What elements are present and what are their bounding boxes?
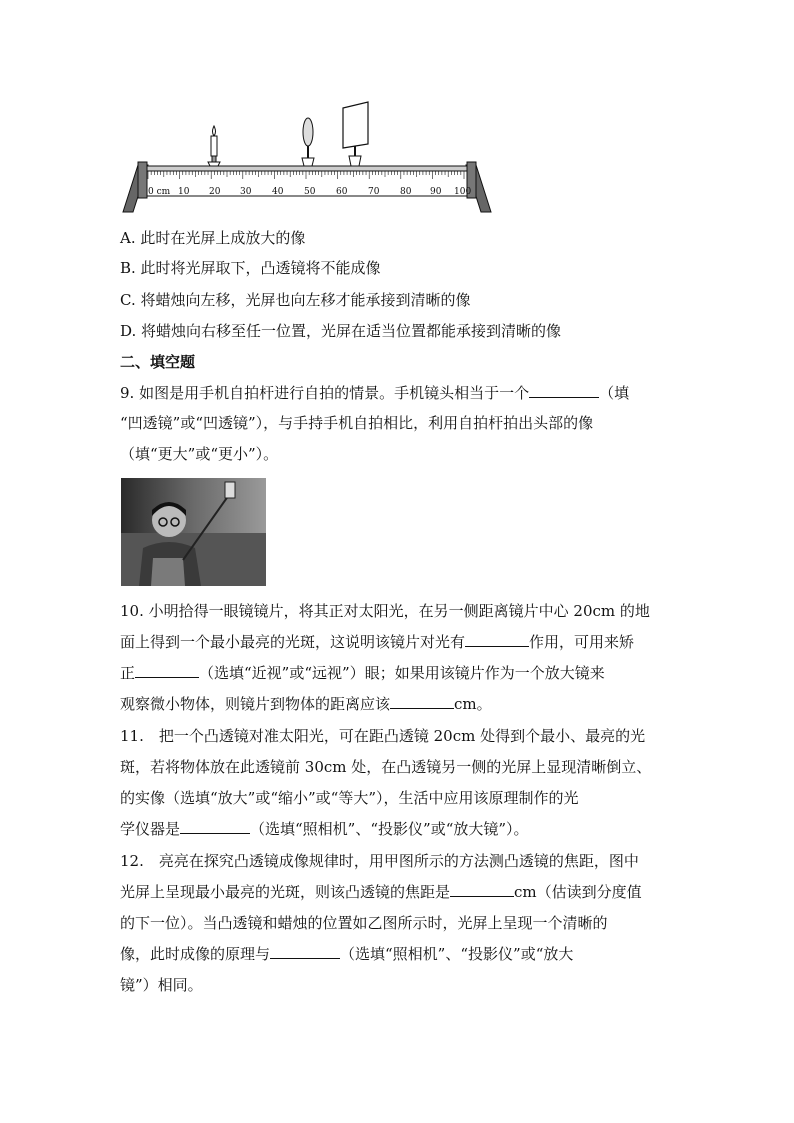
bench-left-post — [138, 162, 147, 198]
q12-line-3: 的下一位）。当凸透镜和蜡烛的位置如乙图所示时，光屏上呈现一个清晰的 — [120, 914, 608, 932]
convex-lens — [302, 118, 314, 166]
q10-text-2a: 面上得到一个最小最亮的光斑，这说明该镜片对光有 — [120, 633, 466, 651]
q10-text-3a: 正 — [120, 664, 136, 682]
q12-text-4a: 像，此时成像的原理与 — [120, 945, 271, 963]
q10-line-3 — [120, 663, 605, 683]
q11-text-4b: （选填“照相机”、“投影仪”或“放大镜”）。 — [250, 820, 529, 838]
option-d: D. 将蜡烛向右移至任一位置，光屏在适当位置都能承接到清晰的像 — [120, 322, 562, 340]
ruler-label-60: 60 — [336, 187, 348, 197]
ruler-label-30: 30 — [240, 187, 252, 197]
candle — [208, 126, 220, 166]
q9-line-1 — [120, 383, 629, 403]
optical-bench-diagram — [118, 100, 498, 218]
q10-line-2 — [120, 632, 634, 652]
q10-text-3b: （选填“近视”或“远视”）眼；如果用该镜片作为一个放大镜来 — [199, 664, 605, 682]
q10-text-2b: 作用，可用来矫 — [529, 633, 635, 651]
q11-blank-1[interactable] — [180, 819, 250, 834]
q12-line-2 — [120, 882, 642, 902]
ruler-label-40: 40 — [272, 187, 284, 197]
selfie-photo — [121, 478, 266, 586]
q12-line-5: 镜”）相同。 — [120, 976, 203, 994]
q12-line-1: 12. 亮亮在探究凸透镜成像规律时，用甲图所示的方法测凸透镜的焦距，图中 — [120, 852, 639, 870]
q12-text-2b: cm（估读到分度值 — [514, 883, 642, 901]
q9-text-1a: 9. 如图是用手机自拍杆进行自拍的情景。手机镜头相当于一个 — [120, 384, 530, 402]
ruler-label-80: 80 — [400, 187, 412, 197]
bench-top-rail — [147, 166, 467, 171]
section-title: 二、填空题 — [120, 353, 196, 371]
q11-line-3: 的实像（选填“放大”或“缩小”或“等大”），生活中应用该原理制作的光 — [120, 789, 579, 807]
q9-blank-1[interactable] — [529, 383, 599, 398]
ruler-label-20: 20 — [209, 187, 221, 197]
q12-text-2a: 光屏上呈现最小最亮的光斑，则该凸透镜的焦距是 — [120, 883, 451, 901]
q10-text-4b: cm。 — [454, 695, 492, 713]
q11-line-4 — [120, 819, 529, 839]
ruler-label-0: 0 cm — [148, 187, 171, 197]
q10-line-4 — [120, 694, 492, 714]
q9-text-1b: （填 — [599, 384, 630, 402]
q10-text-4a: 观察微小物体，则镜片到物体的距离应该 — [120, 695, 391, 713]
q9-line-2: “凹透镜”或“凹透镜”），与手持手机自拍相比，利用自拍杆拍出头部的像 — [120, 414, 594, 432]
q11-text-4a: 学仪器是 — [120, 820, 181, 838]
ruler-label-90: 90 — [430, 187, 442, 197]
q11-line-2: 斑，若将物体放在此透镜前 30cm 处，在凸透镜另一侧的光屏上显现清晰倒立、 — [120, 758, 652, 776]
q12-text-4b: （选填“照相机”、“投影仪”或“放大 — [340, 945, 574, 963]
light-screen — [343, 102, 368, 166]
q10-blank-1[interactable] — [465, 632, 529, 647]
q12-blank-2[interactable] — [270, 944, 340, 959]
q10-blank-3[interactable] — [390, 694, 454, 709]
option-c: C. 将蜡烛向左移，光屏也向左移才能承接到清晰的像 — [120, 291, 471, 309]
option-a: A. 此时在光屏上成放大的像 — [120, 229, 306, 247]
ruler-label-100: 100 — [454, 187, 472, 197]
ruler-label-70: 70 — [368, 187, 380, 197]
q10-blank-2[interactable] — [135, 663, 199, 678]
ruler-label-10: 10 — [178, 187, 190, 197]
q10-line-1: 10. 小明拾得一眼镜镜片，将其正对太阳光，在另一侧距离镜片中心 20cm 的地 — [120, 602, 650, 620]
q9-line-3: （填“更大”或“更小”）。 — [120, 445, 279, 463]
ruler-label-50: 50 — [304, 187, 316, 197]
option-b: B. 此时将光屏取下，凸透镜将不能成像 — [120, 259, 381, 277]
q12-line-4 — [120, 944, 573, 964]
q12-blank-1[interactable] — [450, 882, 514, 897]
q11-line-1: 11. 把一个凸透镜对准太阳光，可在距凸透镜 20cm 处得到个最小、最亮的光 — [120, 727, 646, 745]
